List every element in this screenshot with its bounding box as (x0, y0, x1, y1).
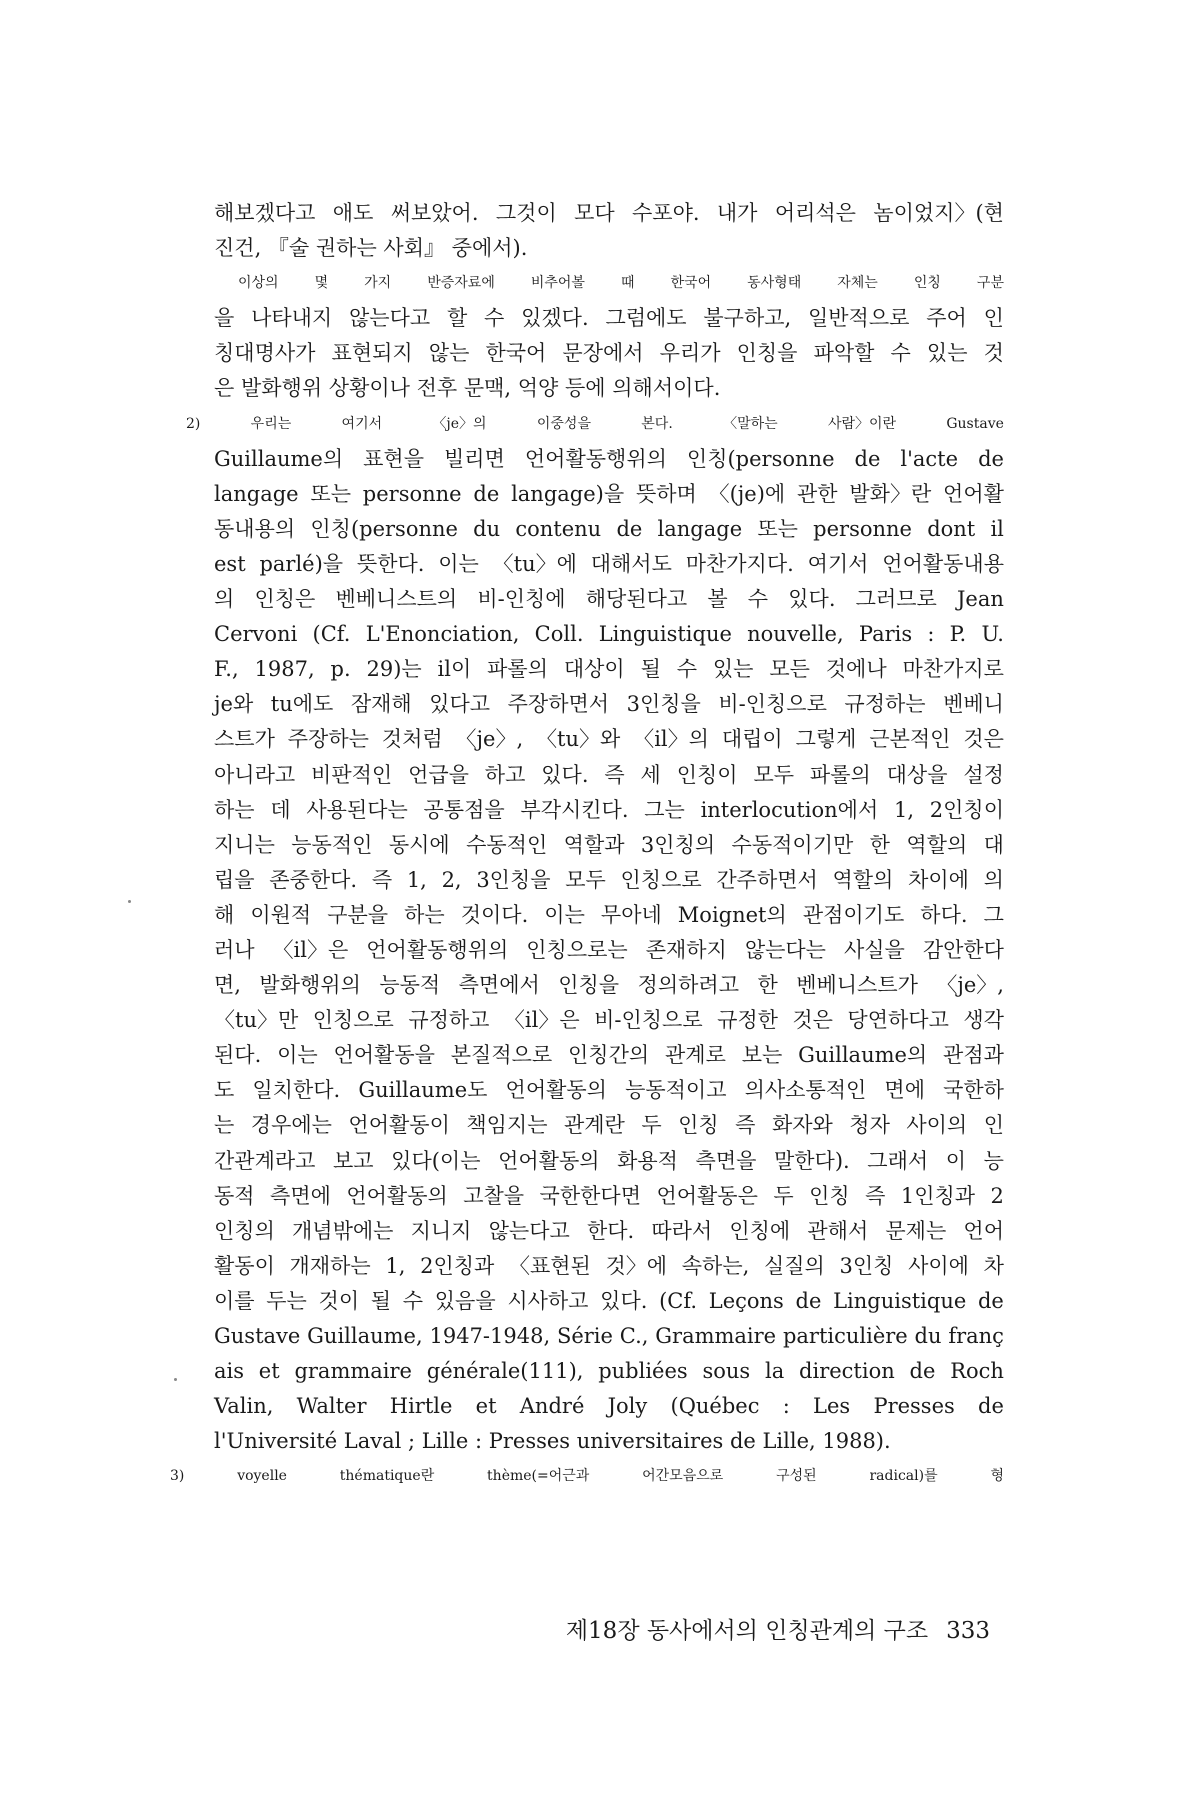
text-line: 이상의 몇 가지 반증자료에 비추어볼 때 한국어 동사형태 자체는 인칭 구분 (238, 275, 1004, 292)
page-number: 333 (946, 1618, 990, 1644)
text-line: est parlé)을 뜻한다. 이는 〈tu〉에 대해서도 마찬가지다. 여기서 언어활동내용 (214, 551, 1004, 576)
text-line: 러나 〈il〉은 언어활동행위의 인칭으로는 존재하지 않는다는 사실을 감안한다 (214, 937, 1004, 962)
scan-speck (128, 900, 131, 903)
text-line: ais et grammaire générale(111), publiées sous la direction de Roch (214, 1359, 1004, 1384)
text-line: 활동이 개재하는 1, 2인칭과 〈표현된 것〉에 속하는, 실질의 3인칭 사이에 차 (214, 1253, 1004, 1278)
page-footer (0, 1612, 990, 1645)
text-line: 이를 두는 것이 될 수 있음을 시사하고 있다. (Cf. Leçons de Linguistique de (214, 1288, 1004, 1313)
text-line: je와 tu에도 잠재해 있다고 주장하면서 3인칭을 비-인칭으로 규정하는 벤베니 (214, 692, 1004, 717)
text-line: 하는 데 사용된다는 공통점을 부각시킨다. 그는 interlocution에서 1, 2인칭이 (214, 797, 1004, 822)
text-line: 간관계라고 보고 있다(이는 언어활동의 화용적 측면을 말한다). 그래서 이 능 (214, 1148, 1004, 1173)
text-line: 동내용의 인칭(personne du contenu de langage 또는 personne dont il (214, 516, 1004, 541)
body-text (170, 196, 1004, 1494)
text-line: Cervoni (Cf. L'Enonciation, Coll. Linguistique nouvelle, Paris : P. U. (214, 622, 1004, 647)
text-line: l'Université Laval ; Lille : Presses universitaires de Lille, 1988). (214, 1429, 891, 1454)
text-line: 아니라고 비판적인 언급을 하고 있다. 즉 세 인칭이 모두 파롤의 대상을 설정 (214, 762, 1004, 787)
text-line: 지니는 능동적인 동시에 수동적인 역할과 3인칭의 수동적이기만 한 역할의 대 (214, 832, 1004, 857)
text-line: 의 인칭은 벤베니스트의 비-인칭에 해당된다고 볼 수 있다. 그러므로 Jean (214, 587, 1004, 612)
text-line: 진건, 『술 권하는 사회』 중에서). (214, 236, 528, 261)
text-line: 을 나타내지 않는다고 할 수 있겠다. 그럼에도 불구하고, 일반적으로 주어 인 (214, 306, 1004, 331)
text-line: 〈tu〉만 인칭으로 규정하고 〈il〉은 비-인칭으로 규정한 것은 당연하다고 생각 (214, 1008, 1004, 1033)
scan-speck (174, 1378, 177, 1381)
text-line: 해 이원적 구분을 하는 것이다. 이는 무아네 Moignet의 관점이기도 하다. 그 (214, 902, 1004, 927)
text-line: 은 발화행위 상황이나 전후 문맥, 억양 등에 의해서이다. (214, 376, 721, 401)
text-line: F., 1987, p. 29)는 il이 파롤의 대상이 될 수 있는 모든 것에나 마찬가지로 (214, 657, 1004, 682)
running-title: 제18장 동사에서의 인칭관계의 구조 (565, 1618, 929, 1644)
text-line: 는 경우에는 언어활동이 책임지는 관계란 두 인칭 즉 화자와 청자 사이의 인 (214, 1113, 1004, 1138)
text-line: 2) 우리는 여기서 〈je〉의 이중성을 본다. 〈말하는 사람〉이란 Gustave (186, 415, 1004, 432)
text-line: Valin, Walter Hirtle et André Joly (Québec : Les Presses de (214, 1394, 1004, 1419)
text-line: 해보겠다고 애도 써보았어. 그것이 모다 수포야. 내가 어리석은 놈이었지〉(현 (214, 201, 1004, 225)
text-line: 스트가 주장하는 것처럼 〈je〉, 〈tu〉와 〈il〉의 대립이 그렇게 근본적인 것은 (214, 727, 1004, 752)
text-line: 칭대명사가 표현되지 않는 한국어 문장에서 우리가 인칭을 파악할 수 있는 것 (214, 341, 1004, 366)
text-line: 된다. 이는 언어활동을 본질적으로 인칭간의 관계로 보는 Guillaume의 관점과 (214, 1043, 1004, 1068)
text-line: Gustave Guillaume, 1947-1948, Série C., Grammaire particulière du franç (214, 1324, 1004, 1348)
text-line: 동적 측면에 언어활동의 고찰을 국한한다면 언어활동은 두 인칭 즉 1인칭과 2 (214, 1183, 1004, 1208)
text-line: 립을 존중한다. 즉 1, 2, 3인칭을 모두 인칭으로 간주하면서 역할의 차이에 의 (214, 867, 1004, 892)
text-line: 도 일치한다. Guillaume도 언어활동의 능동적이고 의사소통적인 면에 국한하 (214, 1078, 1004, 1103)
text-line: Guillaume의 표현을 빌리면 언어활동행위의 인칭(personne de l'acte de (214, 446, 1004, 471)
text-line: 면, 발화행위의 능동적 측면에서 인칭을 정의하려고 한 벤베니스트가 〈je〉, (214, 973, 1004, 998)
text-line: langage 또는 personne de langage)을 뜻하며 〈(je)에 관한 발화〉란 언어활 (214, 481, 1004, 506)
text-line: 3) voyelle thématique란 thème(=어근과 어간모음으로 구성된 radical)를 형 (170, 1468, 1004, 1485)
text-line: 인칭의 개념밖에는 지니지 않는다고 한다. 따라서 인칭에 관해서 문제는 언어 (214, 1218, 1004, 1243)
